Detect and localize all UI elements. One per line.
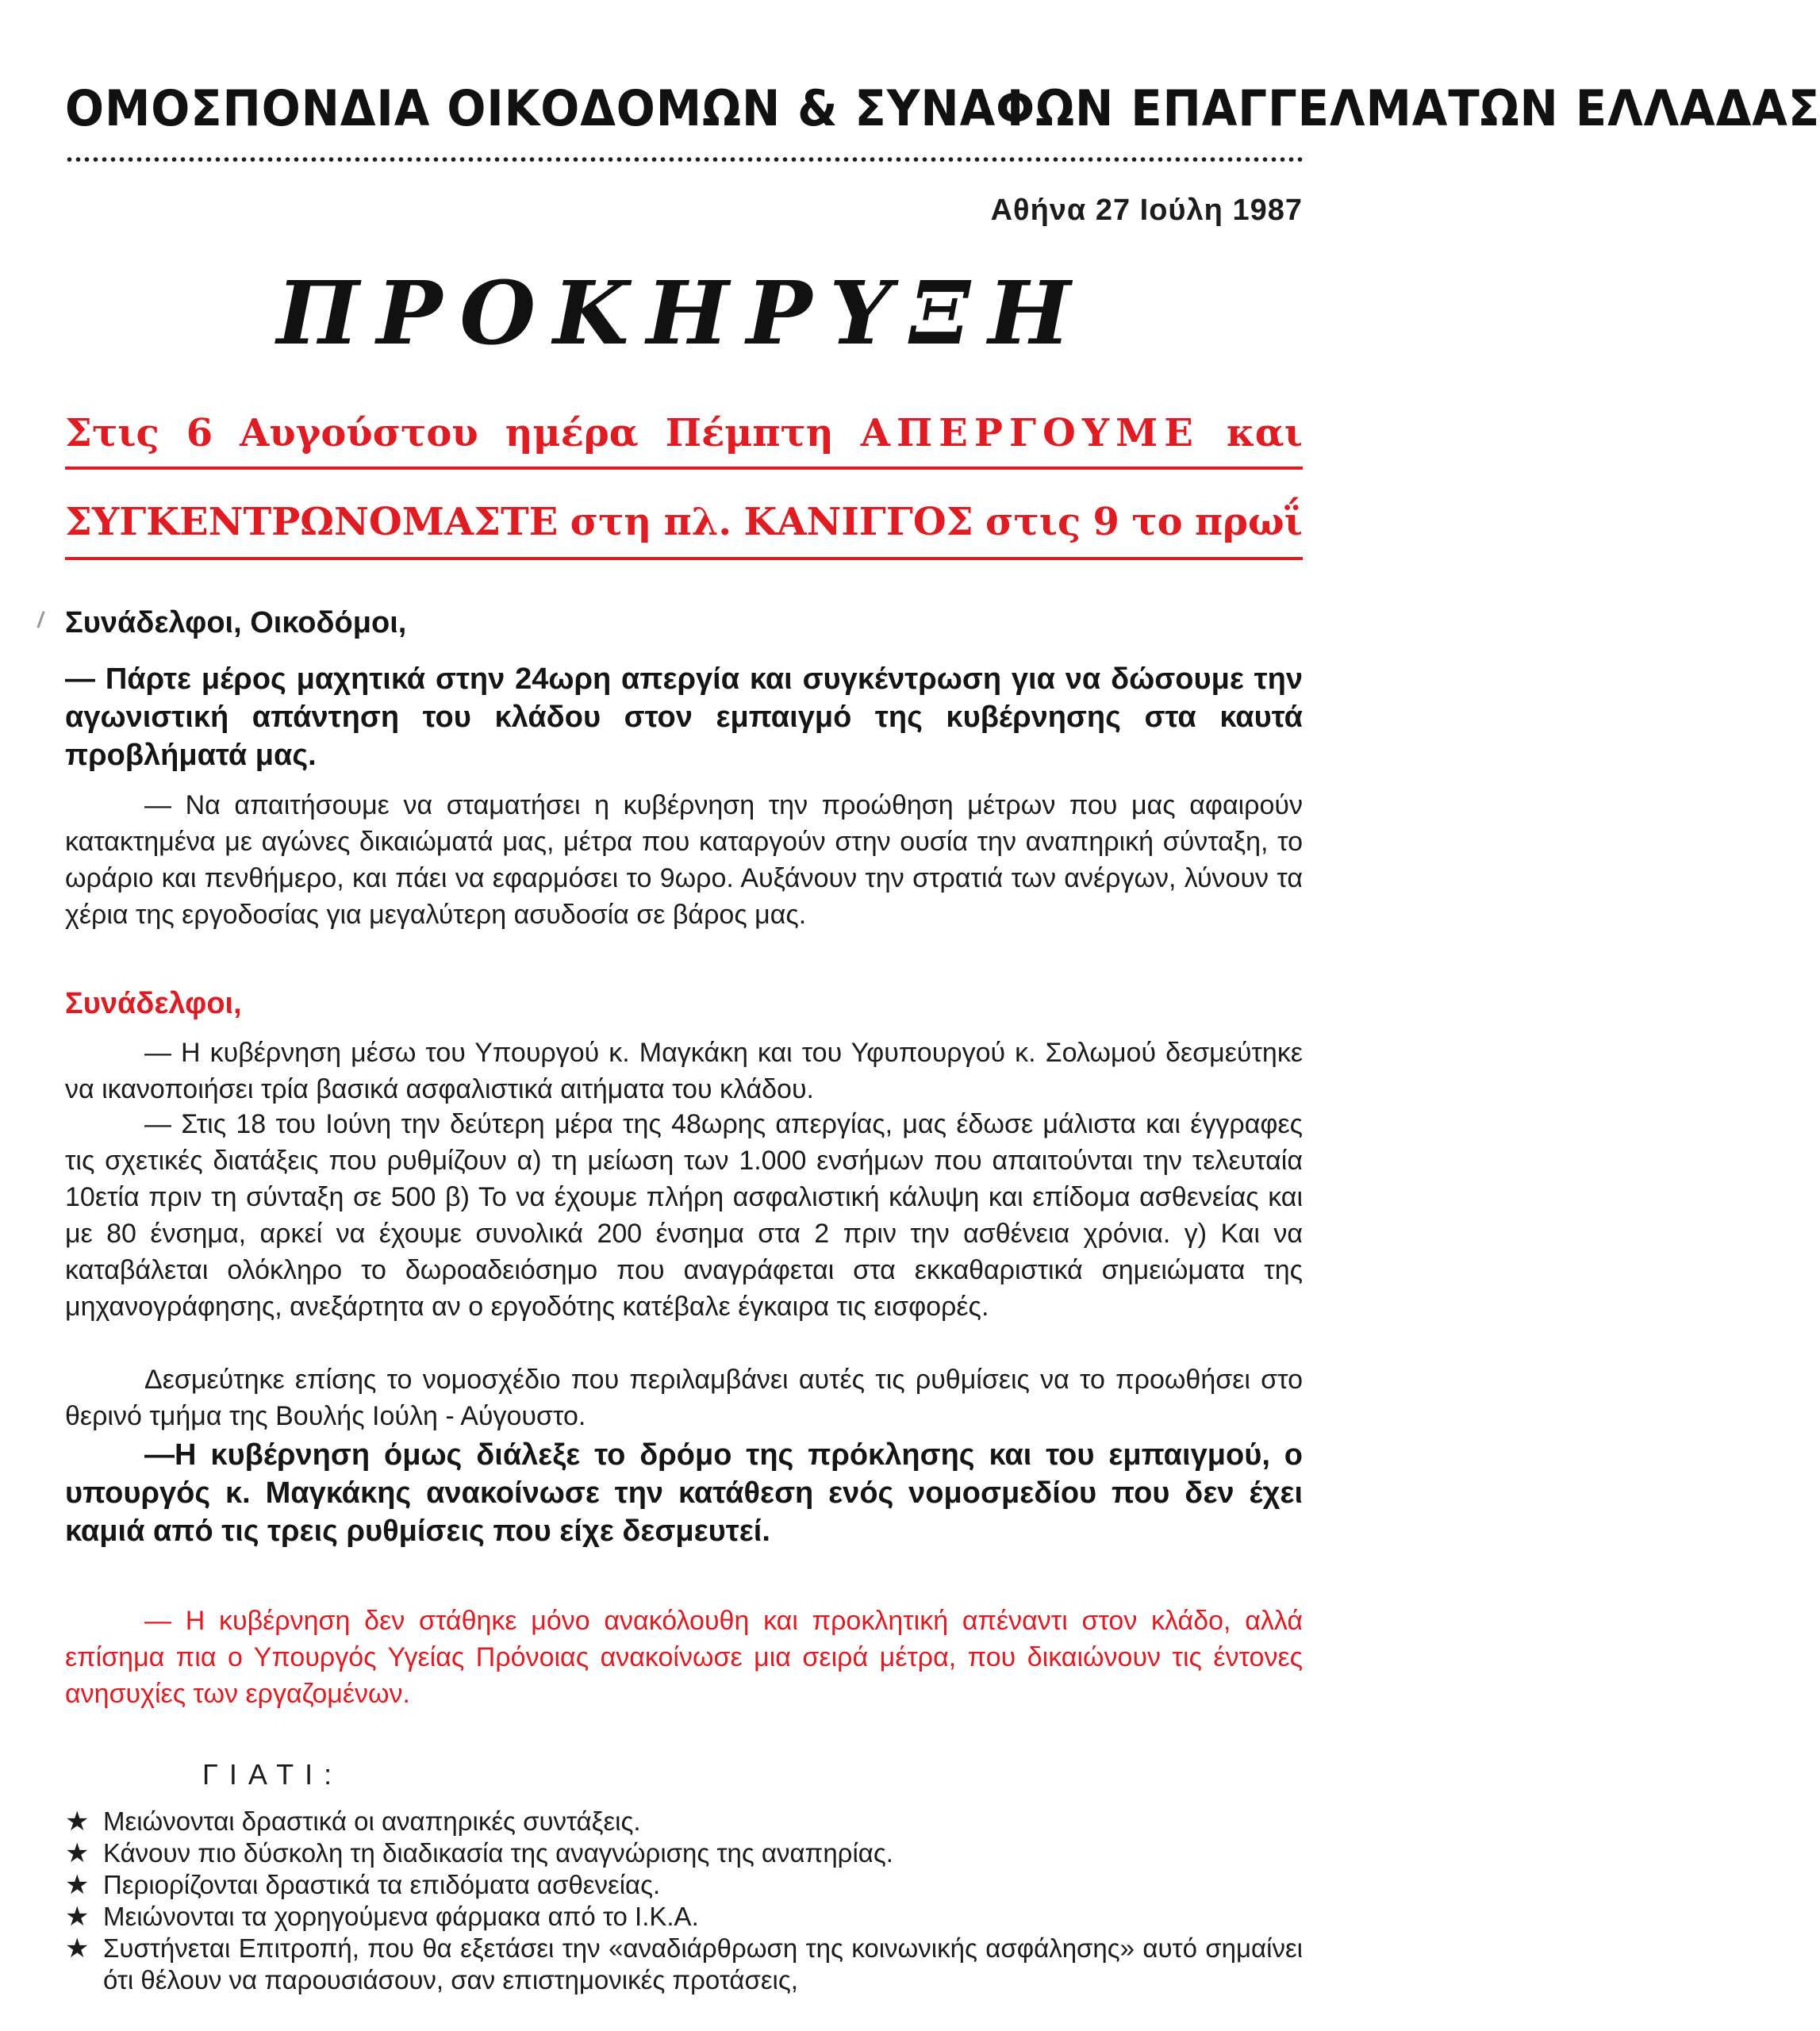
list-item xyxy=(65,1901,1303,1933)
announce-word: πλ. xyxy=(663,500,732,544)
announce-word: 9 xyxy=(1092,500,1119,544)
bill-commitment-paragraph: Δεσμεύτηκε επίσης το νομοσχέδιο που περιλαμβάνει αυτές τις ρυθμίσεις να το προωθήσει στο θερινό τμήμα της Βουλής Ιούλη - Αύγουστο. xyxy=(65,1365,1303,1431)
document-title: ΠΡΟΚΗΡΥΞΗ xyxy=(276,262,1089,364)
organization-title: ΟΜΟΣΠΟΝΔΙΑ ΟΙΚΟΔΟΜΩΝ & ΣΥΝΑΦΩΝ ΕΠΑΓΓΕΛΜΑΤΩΝ ΕΛΛΑΔΑΣ xyxy=(65,79,1820,137)
reasons-heading: ΓΙΑΤΙ: xyxy=(202,1758,344,1791)
reason-text: Περιορίζονται δραστικά τα επιδόματα ασθενείας. xyxy=(103,1870,661,1899)
document-date: Αθήνα 27 Ιούλη 1987 xyxy=(990,194,1303,227)
star-icon: ★ xyxy=(65,1838,90,1868)
strike-announcement-line2 xyxy=(65,500,1303,544)
announce-word-strike: ΑΠΕΡΓΟΥΜΕ xyxy=(860,411,1200,455)
star-icon: ★ xyxy=(65,1902,90,1932)
announce-word: στις xyxy=(985,500,1081,544)
list-item xyxy=(65,1869,1303,1901)
greeting-builders: Συνάδελφοι, Οικοδόμοι, xyxy=(65,606,407,639)
list-item xyxy=(65,1933,1303,1996)
announce-word: το xyxy=(1131,500,1183,544)
greeting-colleagues: Συνάδελφοι, xyxy=(65,987,242,1020)
demands-paragraph: — Να απαιτήσουμε να σταματήσει η κυβέρνηση την προώθηση μέτρων που μας αφαιρούν κατακτημένα με αγώνες δικαιώματά μας, μέτρα που καταργούν στην ουσία την αναπηρική σύνταξη, το ωράριο και πενθήμερο, και πάει να εφαρμόσει το 9ωρο. Αυξάνουν την στρατιά των ανέργων, λύνουν τα χέρια της εργοδοσίας για μεγαλύτερη ασυδοσία σε βάρος μας. xyxy=(65,790,1303,930)
announce-word: ΣΥΓΚΕΝΤΡΩΝΟΜΑΣΤΕ xyxy=(65,500,559,544)
reason-text: Μειώνονται τα χορηγούμενα φάρμακα από το Ι.Κ.Α. xyxy=(103,1902,699,1931)
star-icon: ★ xyxy=(65,1870,90,1900)
announce-word: 6 xyxy=(186,411,213,455)
announce-word: Πέμπτη xyxy=(665,411,834,455)
provocation-paragraph: —Η κυβέρνηση όμως διάλεξε το δρόμο της πρόκλησης και του εμπαιγμού, ο υπουργός κ. Μαγκάκης ανακοίνωσε την κατάθεση ενός νομοσμεδίου που δεν έχει καμιά από τις τρεις ρυθμίσεις που είχε δεσμευτεί. xyxy=(65,1438,1303,1548)
dotted-divider xyxy=(65,155,1303,163)
reason-text: Κάνουν πιο δύσκολη τη διαδικασία της αναγνώρισης της αναπηρίας. xyxy=(103,1838,893,1868)
health-minister-paragraph: — Η κυβέρνηση δεν στάθηκε μόνο ανακόλουθη και προκλητική απέναντι στον κλάδο, αλλά επίσημα πια ο Υπουργός Υγείας Πρόνοιας ανακοίνωσε μια σειρά μέτρα, που δικαιώνουν τις έντονες ανησυχίες των εργαζομένων. xyxy=(65,1606,1303,1709)
red-divider xyxy=(65,557,1303,560)
red-divider xyxy=(65,466,1303,470)
government-commitment-paragraph: — Η κυβέρνηση μέσω του Υπουργού κ. Μαγκάκη και του Υφυπουργού κ. Σολωμού δεσμεύτηκε να ικανοποιήσει τρία βασικά ασφαλιστικά αιτήματα του κλάδου. xyxy=(65,1038,1303,1104)
announce-word: στη xyxy=(570,500,652,544)
june-strike-paragraph: — Στις 18 του Ιούνη την δεύτερη μέρα της 48ωρης απεργίας, μας έδωσε μάλιστα και έγγραφες τις σχετικές διατάξεις που ρυθμίζουν α) τη μείωση των 1.000 ενσήμων που απαιτούνται την τελευταία 10ετία πριν τη σύνταξη σε 500 β) Το να έχουμε πλήρη ασφαλιστική κάλυψη και επίδομα ασθενείας και με 80 ένσημα, αρκεί να έχουμε συνολικά 200 ένσημα στα 2 πριν την ασθένεια χρόνια. γ) Και να καταβάλεται ολόκληρο το δωροαδειόσημο που αναγράφεται στα εκκαθαριστικά σημειώματα της μηχανογράφησης, ανεξάρτητα αν ο εργοδότης κατέβαλε έγκαιρα τις εισφορές. xyxy=(65,1109,1303,1322)
reasons-list xyxy=(65,1806,1303,1996)
star-icon: ★ xyxy=(65,1806,90,1837)
announce-word: ημέρα xyxy=(505,411,639,455)
strike-announcement-line1 xyxy=(65,411,1303,455)
reason-text: Μειώνονται δραστικά οι αναπηρικές συντάξεις. xyxy=(103,1806,641,1836)
star-icon: ★ xyxy=(65,1933,90,1964)
announce-word: Στις xyxy=(65,411,159,455)
margin-mark xyxy=(36,611,44,628)
announce-word: ΚΑΝΙΓΓΟΣ xyxy=(743,500,973,544)
list-item xyxy=(65,1806,1303,1837)
announce-word: Αυγούστου xyxy=(240,411,478,455)
call-to-action-paragraph: — Πάρτε μέρος μαχητικά στην 24ωρη απεργία και συγκέντρωση για να δώσουμε την αγωνιστική απάντηση του κλάδου στον εμπαιγμό της κυβέρνησης στα καυτά προβλήματά μας. xyxy=(65,662,1303,772)
list-item xyxy=(65,1837,1303,1869)
announce-word: πρωΐ xyxy=(1194,500,1303,544)
announce-word: και xyxy=(1226,411,1303,455)
reason-text: Συστήνεται Επιτροπή, που θα εξετάσει την «αναδιάρθρωση της κοινωνικής ασφάλησης» αυτό σημαίνει ότι θέλουν να παρουσιάσουν, σαν επιστημονικές προτάσεις, xyxy=(103,1933,1303,1995)
